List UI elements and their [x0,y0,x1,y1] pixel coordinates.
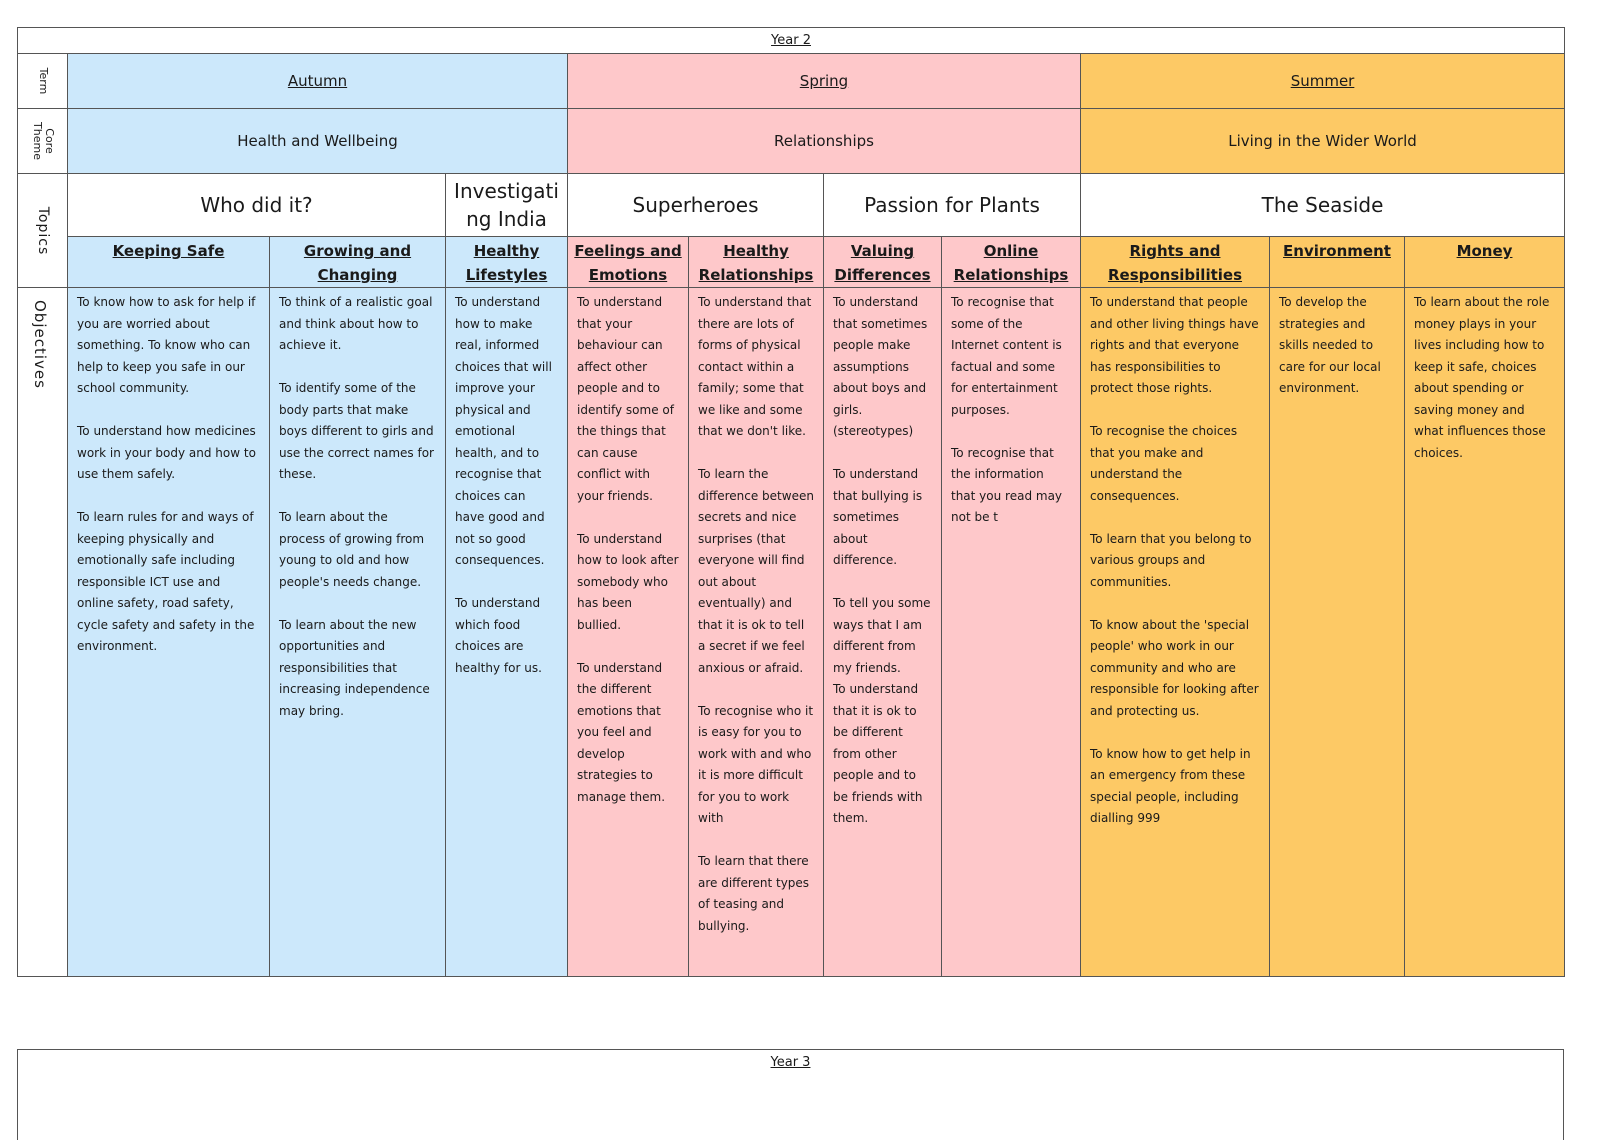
objective-item: To tell you some ways that I am different from my friends. To understand that it is ok to be different from other people and to be friends with them. [833,596,931,825]
objective-item: To learn that there are different types of teasing and bullying. [698,854,810,933]
objective-item: To understand which food choices are healthy for us. [455,596,542,675]
next-year-title: Year 3 [770,1055,811,1070]
objectives-valuing-differences [824,288,942,977]
unit-title-rights-responsibilities: Rights and Responsibilities [1081,237,1270,288]
objective-item: To understand that there are lots of forms of physical contact within a family; some that we like and some that we don't like. [698,295,812,438]
objective-item: To recognise who it is easy for you to work with and who it is more difficult for you to work with [698,703,814,825]
year-2-curriculum-table [17,27,1565,977]
year-3-table-header [17,1049,1564,1140]
theme-health-wellbeing: Health and Wellbeing [68,109,568,174]
topic-passion-for-plants: Passion for Plants [824,174,1081,237]
objectives-money [1405,288,1565,977]
objective-item: To learn about the process of growing from young to old and how people's needs change. [279,510,425,589]
objective-item: To learn about the new opportunities and responsibilities that increasing independence may bring. [279,617,430,718]
theme-relationships: Relationships [568,109,1081,174]
objectives-healthy-relationships [689,288,824,977]
objective-item: To know about the 'special people' who work in our community and who are responsible for looking after and protecting us. [1090,617,1259,718]
objective-item: To understand how to make real, informed choices that will improve your physical and emotional health, and to recognise that choices can have good and not so good consequences. [455,295,552,567]
term-summer: Summer [1081,54,1565,109]
objective-item: To understand the different emotions that you feel and develop strategies to manage them. [577,660,666,804]
theme-wider-world: Living in the Wider World [1081,109,1565,174]
unit-title-healthy-relationships: Healthy Relationships [689,237,824,288]
unit-title-money: Money [1405,237,1565,288]
objective-item: To recognise the choices that you make and understand the consequences. [1090,424,1238,503]
term-spring: Spring [568,54,1081,109]
term-autumn: Autumn [68,54,568,109]
objective-item: To think of a realistic goal and think about how to achieve it. [279,295,433,352]
objective-item: To understand that sometimes people make assumptions about boys and girls. (stereotypes) [833,295,928,438]
core-theme-row-label: Core Theme [18,109,68,174]
topic-who-did-it: Who did it? [68,174,446,237]
objective-item: To learn the difference between secrets and nice surprises (that everyone will find out about eventually) and that it is ok to tell a secret if we feel anxious or afraid. [698,467,814,675]
objective-item: To understand how medicines work in your body and how to use them safely. [77,424,256,481]
objectives-feelings-emotions [568,288,689,977]
objective-item: To know how to ask for help if you are worried about something. To know who can help to keep you safe in our school community. [77,295,256,395]
objectives-online-relationships [942,288,1081,977]
objective-item: To develop the strategies and skills needed to care for our local environment. [1279,295,1381,395]
unit-title-valuing-differences: Valuing Differences [824,237,942,288]
objective-item: To recognise that the information that you read may not be t [951,445,1063,524]
objective-item: To learn that you belong to various groups and communities. [1090,531,1252,589]
topic-investigating-india: Investigating India [446,174,568,237]
unit-title-keeping-safe: Keeping Safe [68,237,270,288]
objective-item: To understand that bullying is sometimes about difference. [833,467,923,567]
objective-item: To understand that people and other living things have rights and that everyone has responsibilities to protect those rights. [1090,295,1259,395]
unit-title-growing-changing: Growing and Changing [270,237,446,288]
unit-title-feelings-emotions: Feelings and Emotions [568,237,689,288]
term-row-label: Term [18,54,68,109]
objectives-keeping-safe [68,288,270,977]
topic-the-seaside: The Seaside [1081,174,1565,237]
objectives-row-label: Objectives [18,288,68,977]
objectives-healthy-lifestyles [446,288,568,977]
unit-title-healthy-lifestyles: Healthy Lifestyles [446,237,568,288]
objective-item: To learn rules for and ways of keeping physically and emotionally safe including responsible ICT use and online safety, road safety, cycle safety and safety in the environment. [77,510,255,653]
objective-item: To understand that your behaviour can affect other people and to identify some of the things that can cause conflict with your friends. [577,295,674,503]
unit-title-online-relationships: Online Relationships [942,237,1081,288]
unit-title-environment: Environment [1270,237,1405,288]
objectives-rights-responsibilities [1081,288,1270,977]
year-title: Year 2 [18,28,1565,54]
objectives-growing-changing [270,288,446,977]
topic-superheroes: Superheroes [568,174,824,237]
objective-item: To know how to get help in an emergency from these special people, including dialling 999 [1090,746,1251,825]
objective-item: To identify some of the body parts that make boys different to girls and use the correct names for these. [279,381,434,481]
objective-item: To recognise that some of the Internet content is factual and some for entertainment purposes. [951,295,1062,417]
objectives-environment [1270,288,1405,977]
objective-item: To understand how to look after somebody who has been bullied. [577,531,679,632]
objective-item: To learn about the role money plays in your lives including how to keep it safe, choices about spending or saving money and what influences those choices. [1414,295,1550,460]
topics-row-label: Topics [18,174,68,288]
